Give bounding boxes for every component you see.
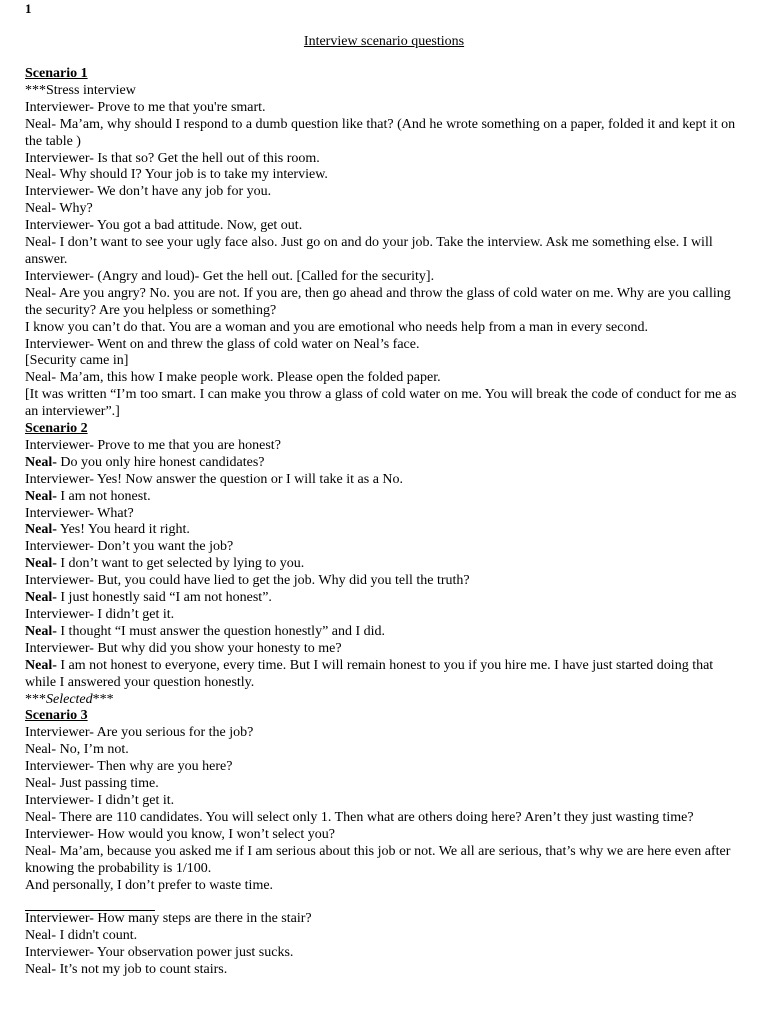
scenario-1-line: Interviewer- Went on and threw the glass of cold water on Neal’s face. (25, 336, 420, 352)
document-title: Interview scenario questions (303, 34, 465, 49)
selected-word: Selected (46, 691, 93, 707)
neal-speaker-label: Neal- (25, 623, 57, 639)
scenario-3-heading: Scenario 3 (25, 708, 88, 724)
scenario-1-line: ***Stress interview (25, 82, 136, 98)
scenario-1-line: Interviewer- Prove to me that you're smart. (25, 99, 266, 115)
selected-suffix: *** (92, 691, 114, 707)
scenario-1-line: Neal- Why? (25, 201, 93, 217)
neal-line (25, 489, 740, 506)
neal-line-text: I just honestly said “I am not honest”. (56, 590, 272, 606)
scenario-3-line: Neal- Ma’am, because you asked me if I am serious about this job or not. We all are serious, that’s why we are here even after knowing the probability is 1/100. (25, 843, 731, 876)
scenario-1-line: Neal- I don’t want to see your ugly face also. Just go on and do your job. Take the interview. Ask me something else. I will answer. (25, 235, 713, 267)
scenario-1-line: Neal- Why should I? Your job is to take my interview. (25, 167, 328, 183)
scenario-3-line: Interviewer- Are you serious for the job? (25, 725, 254, 741)
neal-line (25, 556, 740, 573)
neal-speaker-label: Neal- (25, 556, 57, 572)
neal-line (25, 455, 740, 472)
interviewer-line: Interviewer- But why did you show your honesty to me? (25, 640, 342, 656)
neal-line-text: I don’t want to get selected by lying to you. (56, 556, 305, 572)
interviewer-line: Interviewer- Prove to me that you are honest? (25, 437, 281, 453)
scenario-1-line: Interviewer- (Angry and loud)- Get the hell out. [Called for the security]. (25, 268, 435, 284)
scenario-1-line: Interviewer- You got a bad attitude. Now, get out. (25, 218, 303, 234)
neal-line (25, 624, 740, 641)
scenario-1-line: Neal- Ma’am, why should I respond to a dumb question like that? (And he wrote something on a paper, folded it and kept it on the table ) (25, 116, 736, 149)
interviewer-line: Interviewer- I didn’t get it. (25, 607, 175, 622)
scenario-1-line: Neal- Are you angry? No. you are not. If you are, then go ahead and throw the glass of cold water on me. Why are you calling the security? Are you helpless or something? (25, 285, 731, 318)
scenario-3-line: Neal- No, I’m not. (25, 742, 129, 758)
neal-speaker-label: Neal- (25, 657, 57, 673)
scenario-1-heading: Scenario 1 (25, 66, 88, 81)
neal-line (25, 522, 740, 539)
neal-line-text: I am not honest. (56, 488, 151, 504)
neal-line (25, 590, 740, 607)
scenario-1-line: [Security came in] (25, 353, 129, 369)
scenario-3-line: Neal- There are 110 candidates. You will select only 1. Then what are others doing here? Aren’t they just wasting time? (25, 809, 694, 825)
scenario-1-line: Interviewer- We don’t have any job for you. (25, 184, 272, 200)
interviewer-line: Interviewer- What? (25, 505, 134, 521)
closing-line: Interviewer- Your observation power just sucks. (25, 945, 294, 961)
scenario-3-line: Interviewer- I didn’t get it. (25, 792, 175, 808)
scenario-1-line: Interviewer- Is that so? Get the hell out of this room. (25, 150, 320, 166)
neal-line-text: Do you only hire honest candidates? (56, 454, 265, 470)
closing-line: Neal- It’s not my job to count stairs. (25, 962, 228, 978)
scenario-3-line: And personally, I don’t prefer to waste time. (25, 877, 274, 893)
interviewer-line: Interviewer- But, you could have lied to get the job. Why did you tell the truth? (25, 573, 470, 589)
scenario-1-line: I know you can’t do that. You are a woman and you are emotional who needs help from a man in every second. (25, 319, 648, 335)
neal-line-text: Yes! You heard it right. (56, 522, 190, 538)
document-body (25, 66, 740, 979)
neal-speaker-label: Neal- (25, 590, 57, 606)
closing-line: Interviewer- How many steps are there in the stair? (25, 911, 312, 927)
scenario-3-line: Interviewer- Then why are you here? (25, 759, 233, 775)
closing-line: Neal- I didn't count. (25, 928, 138, 944)
page-number: 1 (25, 1, 32, 16)
scenario-3-line: Neal- Just passing time. (25, 776, 159, 792)
scenario-1-line: [It was written “I’m too smart. I can make you throw a glass of cold water on me. You will break the code of conduct for me as an interviewer”.] (25, 387, 737, 420)
interviewer-line: Interviewer- Yes! Now answer the question or I will take it as a No. (25, 471, 404, 487)
scenario-3-line: Interviewer- How would you know, I won’t select you? (25, 826, 335, 842)
neal-speaker-label: Neal- (25, 488, 57, 504)
selected-marker (25, 692, 740, 709)
neal-speaker-label: Neal- (25, 454, 57, 470)
interviewer-line: Interviewer- Don’t you want the job? (25, 539, 234, 555)
neal-line-text: I am not honest to everyone, every time. But I will remain honest to you if you hire me. I have just started doing that while I answered your question honestly. (25, 657, 714, 690)
scenario-1-line: Neal- Ma’am, this how I make people work. Please open the folded paper. (25, 370, 441, 386)
neal-line-text: I thought “I must answer the question honestly” and I did. (56, 623, 386, 639)
neal-speaker-label: Neal- (25, 522, 57, 538)
section-separator (25, 894, 155, 911)
neal-line (25, 658, 740, 692)
scenario-2-heading: Scenario 2 (25, 421, 88, 437)
selected-prefix: *** (25, 691, 46, 707)
